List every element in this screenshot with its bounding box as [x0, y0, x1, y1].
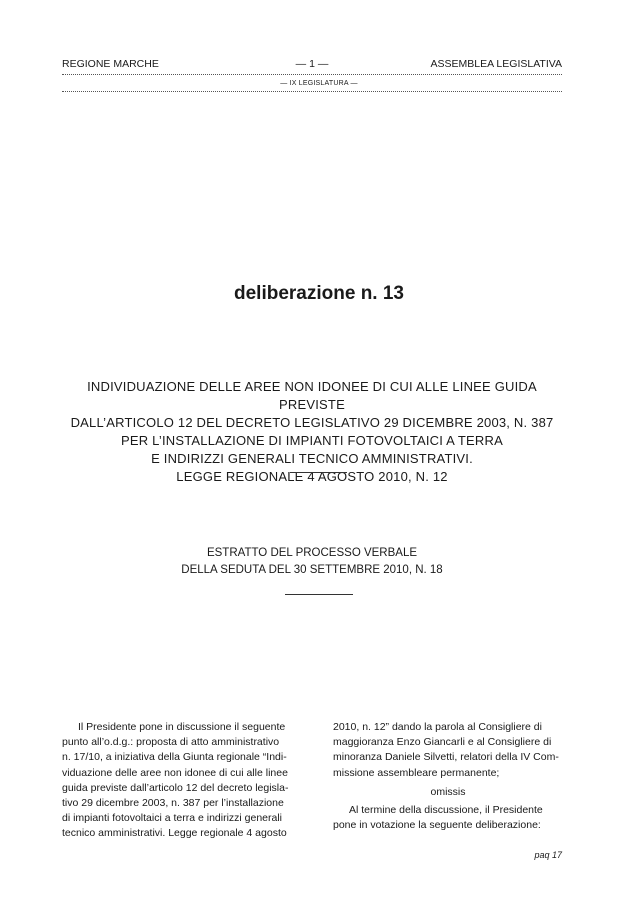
body-line: missione assembleare permanente; [333, 766, 500, 779]
body-line: Al termine della discussione, il Presidente [349, 804, 543, 817]
body-line: guida previste dall’articolo 12 del decreto legisla- [62, 781, 289, 794]
header-region: REGIONE MARCHE [62, 58, 159, 70]
extract-line: ESTRATTO DEL PROCESSO VERBALE [206, 547, 418, 559]
minutes-extract [62, 545, 562, 579]
header-rule-bottom [62, 91, 562, 92]
extract-divider [285, 594, 353, 595]
body-line: 2010, n. 12” dando la parola al Consigliere di [333, 721, 542, 733]
page-number: paq 17 [534, 850, 562, 860]
page-header [62, 58, 562, 72]
document-title: deliberazione n. 13 [234, 283, 404, 304]
body-line: pone in votazione la seguente deliberazione: [333, 819, 541, 832]
body-line: punto all’o.d.g.: proposta di atto amministrativo [62, 736, 280, 749]
body-line: n. 17/10, a iniziativa della Giunta regionale “Indi- [62, 751, 287, 764]
extract-line: DELLA SEDUTA DEL 30 SETTEMBRE 2010, N. 18 [181, 564, 443, 576]
subject-line: DALL’ARTICOLO 12 DEL DECRETO LEGISLATIVO 29 DICEMBRE 2003, N. 387 [70, 415, 554, 430]
document-subject [62, 378, 562, 486]
body-line: tivo 29 dicembre 2003, n. 387 per l’installazione [62, 797, 284, 810]
body-column-left [62, 720, 305, 842]
body-line: maggioranza Enzo Giancarli e al Consigliere di [333, 736, 552, 749]
header-assembly: ASSEMBLEA LEGISLATIVA [430, 58, 562, 70]
subject-line: PER L’INSTALLAZIONE DI IMPIANTI FOTOVOLTAICI A TERRA [121, 433, 503, 448]
body-column-right [333, 720, 563, 833]
body-line: viduazione delle aree non idonee di cui alle linee [62, 766, 288, 779]
subject-line: E INDIRIZZI GENERALI TECNICO AMMINISTRATIVI. [151, 451, 473, 466]
body-line: tecnico amministrativi. Legge regionale 4 agosto [62, 827, 287, 840]
body-line: Il Presidente pone in discussione il seguente [78, 721, 286, 733]
header-legislature: — IX LEGISLATURA — [280, 80, 358, 87]
subject-line: INDIVIDUAZIONE DELLE AREE NON IDONEE DI CUI ALLE LINEE GUIDA PREVISTE [87, 379, 537, 412]
header-page-marker: — 1 — [295, 58, 329, 70]
body-line: di impianti fotovoltaici a terra e indirizzi generali [62, 812, 283, 825]
body-line: minoranza Daniele Silvetti, relatori della IV Com- [333, 751, 559, 764]
omissis-label: omissis [430, 785, 466, 798]
subject-divider [290, 472, 347, 473]
header-rule [62, 74, 562, 75]
subject-line: LEGGE REGIONALE 4 AGOSTO 2010, N. 12 [176, 469, 448, 484]
